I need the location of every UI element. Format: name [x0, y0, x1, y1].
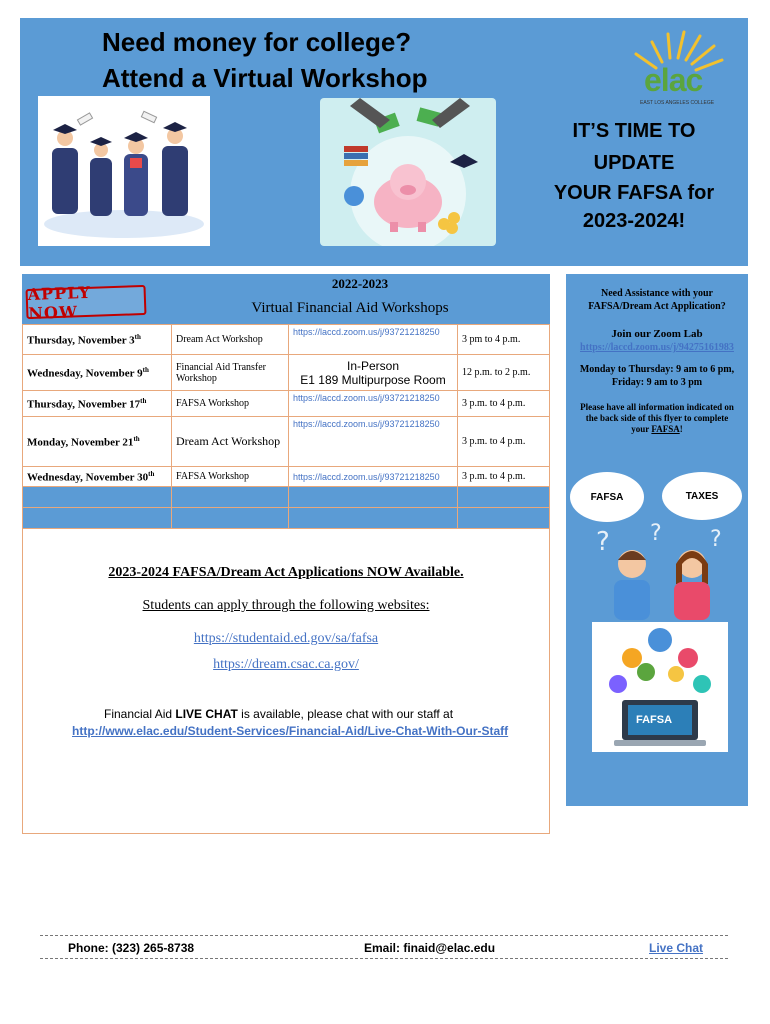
footer-phone: Phone: (323) 265-8738: [68, 941, 195, 955]
note-line-1: Please have all information indicated on: [580, 402, 734, 412]
need-assistance-2: FAFSA/Dream Act Application?: [588, 301, 726, 312]
piggy-bank-illustration: [320, 98, 496, 246]
workshop-time: 12 p.m. to 2 p.m.: [458, 355, 550, 391]
headline-money: Need money for college?: [102, 27, 412, 57]
dream-site-link[interactable]: https://dream.csac.ca.gov/: [213, 657, 359, 672]
footer-live-chat-link[interactable]: Live Chat: [649, 941, 704, 955]
table-row: [23, 467, 550, 487]
workshop-type: Dream Act Workshop: [172, 417, 289, 467]
zoom-link[interactable]: https://laccd.zoom.us/j/93721218250: [289, 417, 458, 467]
live-chat-link[interactable]: http://www.elac.edu/Student-Services/Financial-Aid/Live-Chat-With-Our-Staff: [72, 724, 509, 738]
footer-divider-top: [40, 935, 728, 936]
zoom-lab-link[interactable]: https://laccd.zoom.us/j/94275161983: [580, 342, 734, 353]
workshop-day: Thursday, November 17th: [23, 391, 172, 417]
workshop-time: 3 p.m. to 4 p.m.: [458, 467, 550, 487]
update-line-2: UPDATE: [593, 152, 675, 174]
zoom-link[interactable]: https://laccd.zoom.us/j/93721218250: [289, 325, 458, 355]
table-row: [23, 417, 550, 467]
laptop-screen-label: FAFSA: [636, 714, 673, 726]
table-row: [23, 508, 550, 529]
workshop-location: [289, 355, 458, 391]
students-thinking-illustration: [590, 520, 734, 620]
svg-text:?: ?: [596, 527, 610, 557]
fafsa-site-link[interactable]: https://studentaid.ed.gov/sa/fafsa: [193, 631, 379, 646]
workshop-type: Financial Aid Transfer Workshop: [172, 355, 289, 391]
workshop-type: Dream Act Workshop: [172, 325, 289, 355]
applications-available: 2023-2024 FAFSA/Dream Act Applications NOW Available.: [108, 565, 464, 580]
apply-now-stamp: APPLY NOW: [26, 285, 147, 319]
hours-weekday: Monday to Thursday: 9 am to 6 pm,: [579, 364, 735, 375]
taxes-thought-bubble: TAXES: [662, 472, 742, 520]
elac-logo: [622, 28, 734, 112]
workshop-time: 3 p.m. to 4 p.m.: [458, 417, 550, 467]
logo-subtitle: EAST LOS ANGELES COLLEGE: [640, 100, 715, 106]
workshop-year: 2022-2023: [331, 276, 389, 291]
update-line-1: IT’S TIME TO: [572, 120, 696, 142]
workshop-day: Monday, November 21th: [23, 417, 172, 467]
footer-email: Email: finaid@elac.edu: [364, 941, 496, 955]
footer-divider-bottom: [40, 958, 728, 959]
note-line-2: the back side of this flyer to complete: [585, 413, 729, 423]
zoom-lab-title: Join our Zoom Lab: [611, 328, 703, 340]
workshop-table: [22, 324, 550, 529]
location-mode: In-Person: [346, 358, 400, 373]
table-row: [23, 325, 550, 355]
workshop-day: Wednesday, November 9th: [23, 355, 172, 391]
fafsa-laptop-illustration: [592, 622, 728, 752]
need-assistance-1: Need Assistance with your: [601, 288, 713, 299]
logo-wordmark: elac: [644, 62, 703, 98]
note-line-3: your FAFSA!: [631, 424, 683, 434]
fafsa-thought-bubble: FAFSA: [570, 472, 644, 522]
graduates-illustration: [38, 96, 210, 246]
zoom-link[interactable]: https://laccd.zoom.us/j/93721218250: [289, 467, 458, 487]
table-row: [23, 391, 550, 417]
hours-friday: Friday: 9 am to 3 pm: [611, 377, 703, 388]
update-line-3: YOUR FAFSA for: [553, 182, 715, 204]
workshop-day: Wednesday, November 30th: [23, 467, 172, 487]
workshop-time: 3 p.m. to 4 p.m.: [458, 391, 550, 417]
table-row: [23, 355, 550, 391]
workshop-time: 3 pm to 4 p.m.: [458, 325, 550, 355]
svg-text:?: ?: [710, 527, 722, 552]
table-row: [23, 487, 550, 508]
headline-workshop: Attend a Virtual Workshop: [102, 63, 428, 93]
workshop-type: FAFSA Workshop: [172, 391, 289, 417]
svg-text:?: ?: [650, 521, 662, 546]
apply-sites-heading: Students can apply through the following websites:: [142, 598, 430, 613]
zoom-link[interactable]: https://laccd.zoom.us/j/93721218250: [289, 391, 458, 417]
live-chat-text: Financial Aid LIVE CHAT is available, please chat with our staff at: [104, 707, 454, 721]
workshop-day: Thursday, November 3th: [23, 325, 172, 355]
workshop-type: FAFSA Workshop: [172, 467, 289, 487]
location-room: E1 189 Multipurpose Room: [300, 372, 446, 387]
workshop-title: Virtual Financial Aid Workshops: [251, 300, 449, 316]
update-line-4: 2023-2024!: [582, 210, 686, 232]
